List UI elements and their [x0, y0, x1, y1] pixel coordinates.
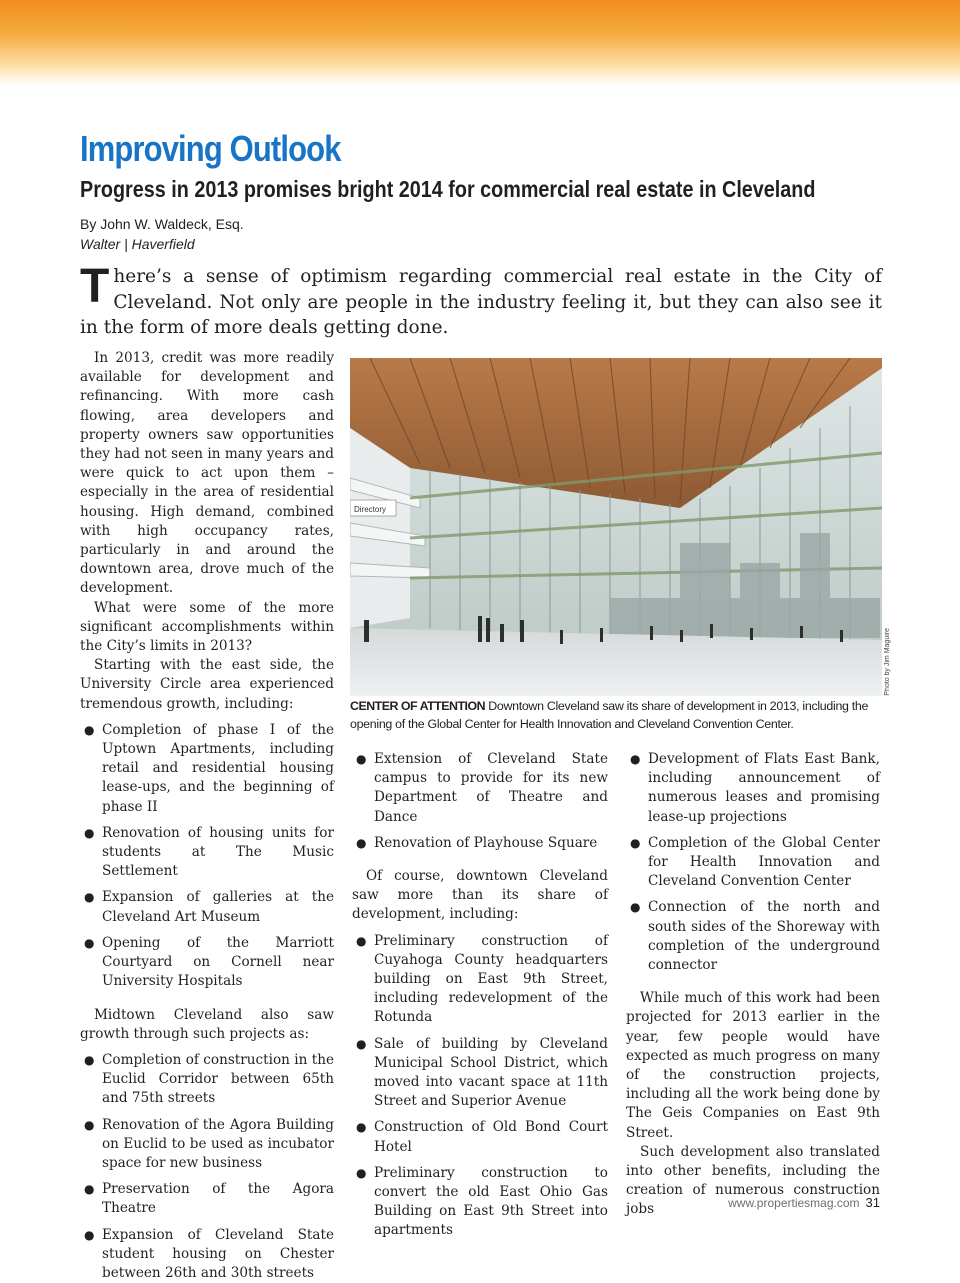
body-paragraph: Such development also translated into other benefits, including the creation of numerous construction jobs [626, 1143, 880, 1218]
list-item: ● Development of Flats East Bank, including announcement of numerous leases and promising lease-up projections [630, 751, 880, 825]
bullet-icon: ● [84, 722, 95, 737]
list-item: ● Opening of the Marriott Courtyard on Cornell near University Hospitals [84, 934, 334, 990]
bullet-icon: ● [84, 825, 95, 840]
bullet-icon: ● [356, 1036, 367, 1051]
list-item: ● Completion of phase I of the Uptown Apartments, including retail and residential housing lease-ups, and the beginning of phase II [84, 721, 334, 815]
bullet-icon: ● [356, 752, 367, 766]
cleveland-state-list [352, 750, 608, 853]
list-item: ● Construction of Old Bond Court Hotel [356, 1119, 608, 1155]
bullet-icon: ● [356, 835, 367, 850]
bullet-icon: ● [84, 1052, 95, 1067]
bullet-icon: ● [84, 1182, 95, 1197]
university-circle-list [80, 721, 334, 992]
article-title: Improving Outlook [80, 128, 341, 169]
list-item: ● Connection of the north and south sides of the Shoreway with completion of the underground connector [630, 899, 880, 974]
page-footer [728, 1195, 880, 1210]
bullet-icon: ● [356, 1165, 367, 1180]
bullet-icon: ● [630, 900, 641, 915]
atrium-illustration [350, 358, 882, 696]
drop-cap: T [80, 260, 110, 313]
body-paragraph: Midtown Cleveland also saw growth through such projects as: [80, 1006, 334, 1042]
body-paragraph: Starting with the east side, the University Circle area experienced tremendous growth, including: [80, 657, 334, 712]
body-paragraph: What were some of the more significant accomplishments within the City’s limits in 2013? [80, 599, 334, 655]
lede-text: here’s a sense of optimism regarding commercial real estate in the City of Cleveland. Not only are people in the industry feeling it, but they can also see it in the form of more deals getting done. [80, 266, 882, 338]
column-2 [352, 750, 608, 1241]
header-band [0, 0, 960, 85]
bullet-icon: ● [630, 752, 641, 766]
list-item: ● Renovation of housing units for students at The Music Settlement [84, 824, 334, 880]
list-item: ● Expansion of galleries at the Cleveland Art Museum [84, 889, 334, 925]
downtown-list [352, 932, 608, 1241]
body-paragraph: In 2013, credit was more readily available for development and refinancing. With more cash flowing, area developers and property owners saw opportunities they had not seen in many years and were quick to act upon them – especially in the area of residential housing. High demand, combined with high occupancy rates, particularly in and around the downtown area, drove much of the development. [80, 350, 334, 597]
bullet-icon: ● [356, 1120, 367, 1135]
midtown-list [80, 1051, 334, 1283]
list-item: ● Completion of construction in the Euclid Corridor between 65th and 75th streets [84, 1051, 334, 1107]
photo-caption [350, 697, 890, 733]
list-item: ● Extension of Cleveland State campus to provide for its new Department of Theatre and Dance [356, 751, 608, 825]
bullet-icon: ● [630, 835, 641, 850]
article-subtitle: Progress in 2013 promises bright 2014 for commercial real estate in Cleveland [80, 176, 816, 202]
page-number: 31 [865, 1195, 880, 1210]
caption-text: Downtown Cleveland saw its share of development in 2013, including the opening of the Global Center for Health Innovation and Cleveland Convention Center. [350, 699, 869, 731]
bullet-icon: ● [84, 1117, 95, 1132]
column-1 [80, 349, 334, 1283]
list-item: ● Expansion of Cleveland State student housing on Chester between 26th and 30th streets [84, 1226, 334, 1281]
author-firm: Walter | Haverfield [80, 236, 195, 252]
list-item: ● Renovation of Playhouse Square [352, 834, 608, 853]
column-3 [626, 750, 880, 1220]
list-item: ● Preliminary construction of Cuyahoga County headquarters building on East 9th Street, including redevelopment of the Rotunda [356, 932, 608, 1026]
list-item: ● Preliminary construction to convert the old East Ohio Gas Building on East 9th Street into apartments [356, 1164, 608, 1239]
lede-paragraph [80, 260, 882, 341]
downtown-list-continued [626, 750, 880, 975]
photo-credit: Photo by Jim Maguire [884, 628, 891, 696]
body-paragraph: While much of this work had been projected for 2013 earlier in the year, few people would have expected as much progress on many of the construction projects, including all the work being done by The Geis Companies on East 9th Street. [626, 990, 880, 1141]
body-paragraph: Of course, downtown Cleveland saw more than its share of development, including: [352, 868, 608, 923]
bullet-icon: ● [84, 890, 95, 905]
bullet-icon: ● [356, 933, 367, 948]
list-item: ● Renovation of the Agora Building on Euclid to be used as incubator space for new business [84, 1116, 334, 1171]
author: By John W. Waldeck, Esq. [80, 216, 244, 232]
list-item: ● Preservation of the Agora Theatre [84, 1181, 334, 1217]
bullet-icon: ● [84, 1227, 95, 1242]
list-item: ● Sale of building by Cleveland Municipal School District, which moved into vacant space at 11th Street and Superior Avenue [356, 1035, 608, 1110]
directory-sign: Directory [354, 505, 387, 514]
byline [80, 214, 244, 254]
bullet-icon: ● [84, 935, 95, 950]
caption-label: CENTER OF ATTENTION [350, 699, 486, 713]
convention-center-photo [350, 358, 882, 696]
footer-url: www.propertiesmag.com [728, 1196, 860, 1210]
list-item: ● Completion of the Global Center for Health Innovation and Cleveland Convention Center [630, 834, 880, 890]
